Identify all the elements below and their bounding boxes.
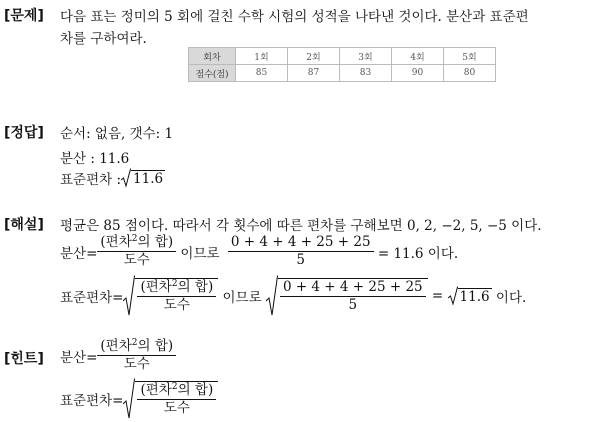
sqrt-symbol bbox=[448, 286, 492, 306]
variance-fraction bbox=[97, 234, 176, 269]
sum-denominator: 5 bbox=[348, 297, 358, 313]
fraction-denominator: 도수 bbox=[123, 356, 150, 372]
std-sum-fraction bbox=[280, 279, 426, 314]
connector-text: 이므로 bbox=[218, 290, 266, 306]
answer-line2: 분산 : 11.6 bbox=[60, 151, 130, 167]
std-fraction bbox=[137, 279, 216, 314]
hint-std-line bbox=[60, 378, 218, 420]
fraction-denominator: 도수 bbox=[163, 297, 190, 313]
variance-result: = 11.6 이다. bbox=[373, 245, 459, 262]
table-cell: 2회 bbox=[288, 48, 340, 65]
hint-std-fraction bbox=[137, 382, 216, 417]
explanation-std-line bbox=[60, 275, 526, 317]
fraction-numerator-tail: 의 합) bbox=[137, 234, 174, 250]
sqrt-symbol bbox=[123, 275, 218, 317]
table-cell: 5회 bbox=[444, 48, 496, 65]
answer-std-prefix: 표준편차 : bbox=[60, 172, 122, 188]
table-cell: 85 bbox=[236, 65, 288, 82]
table-cell: 4회 bbox=[392, 48, 444, 65]
superscript: 2 bbox=[171, 382, 178, 392]
table-cell: 83 bbox=[340, 65, 392, 82]
table-cell: 80 bbox=[444, 65, 496, 82]
sum-fraction bbox=[228, 234, 374, 269]
answer-line1: 순서: 없음, 갯수: 1 bbox=[60, 126, 174, 142]
sqrt-symbol bbox=[123, 378, 218, 420]
table-cell: 회차 bbox=[189, 48, 236, 65]
explanation-variance-line bbox=[60, 234, 458, 269]
sum-numerator: 0 + 4 + 4 + 25 + 25 bbox=[228, 234, 374, 252]
table-row bbox=[189, 48, 496, 65]
sum-numerator: 0 + 4 + 4 + 25 + 25 bbox=[280, 279, 426, 297]
table-row bbox=[189, 65, 496, 82]
score-table bbox=[188, 47, 496, 82]
std-prefix: 표준편차= bbox=[60, 290, 124, 306]
fraction-numerator: (편차 bbox=[100, 338, 132, 354]
answer-label: [정답] bbox=[4, 125, 44, 141]
problem-text-line1: 다음 표는 정미의 5 회에 걸친 수학 시험의 성적을 나타낸 것이다. 분산과 표준편 bbox=[60, 9, 529, 25]
superscript: 2 bbox=[131, 234, 138, 244]
std-result-radicand: 11.6 bbox=[459, 288, 490, 305]
std-result-tail: 이다. bbox=[491, 290, 527, 306]
hint-variance-prefix: 분산= bbox=[60, 349, 98, 366]
fraction-numerator: (편차 bbox=[100, 234, 132, 250]
problem-text-line2: 차를 구하여라. bbox=[60, 31, 147, 47]
fraction-denominator: 도수 bbox=[163, 400, 190, 416]
problem-label: [문제] bbox=[4, 8, 44, 24]
connector-text: 이므로 bbox=[176, 245, 224, 262]
superscript: 2 bbox=[171, 279, 178, 289]
superscript: 2 bbox=[131, 338, 138, 348]
hint-std-prefix: 표준편차= bbox=[60, 393, 124, 409]
table-cell: 3회 bbox=[340, 48, 392, 65]
fraction-denominator: 도수 bbox=[123, 252, 150, 268]
sum-denominator: 5 bbox=[296, 252, 305, 268]
hint-variance-line bbox=[60, 338, 176, 373]
variance-prefix: 분산= bbox=[60, 245, 98, 262]
table-cell: 90 bbox=[392, 65, 444, 82]
fraction-numerator: (편차 bbox=[140, 382, 172, 398]
fraction-numerator-tail: 의 합) bbox=[177, 279, 214, 295]
sqrt-symbol bbox=[266, 275, 428, 317]
fraction-numerator-tail: 의 합) bbox=[177, 382, 214, 398]
table-cell: 점수(점) bbox=[189, 65, 236, 82]
sqrt-symbol bbox=[121, 168, 165, 188]
answer-line3 bbox=[60, 168, 165, 188]
answer-std-radicand: 11.6 bbox=[133, 170, 164, 187]
explanation-label: [해설] bbox=[4, 217, 44, 233]
explanation-line1: 평균은 85 점이다. 따라서 각 횟수에 따른 편차를 구해보면 0, 2, −2, 5, −5 이다. bbox=[60, 218, 542, 234]
hint-label: [힌트] bbox=[4, 351, 44, 367]
fraction-numerator-tail: 의 합) bbox=[137, 338, 174, 354]
table-cell: 87 bbox=[288, 65, 340, 82]
hint-variance-fraction bbox=[97, 338, 176, 373]
fraction-numerator: (편차 bbox=[140, 279, 172, 295]
std-equals: = bbox=[427, 288, 448, 304]
table-cell: 1회 bbox=[236, 48, 288, 65]
